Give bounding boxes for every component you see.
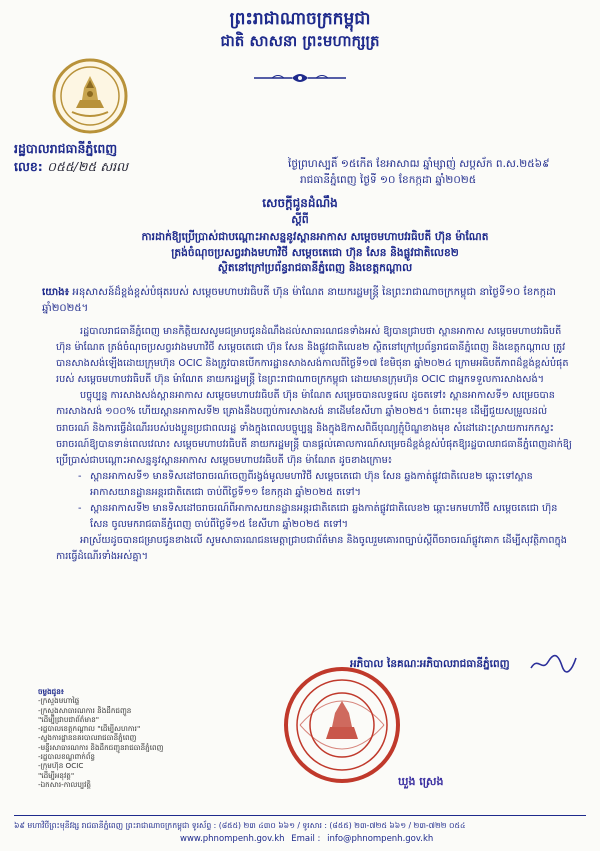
signature-mark-icon <box>528 652 578 674</box>
footer-divider <box>14 815 586 816</box>
reference-label: យោង៖ <box>42 287 70 298</box>
subject-line: ស្ថិតនៅក្រៅប្រព័ន្ធរាជធានីភ្នំពេញ និងខេត្តកណ្តាល <box>217 262 413 274</box>
subject-line: ត្រង់ចំណុចប្រសព្វរវាងមហាវិថី សម្តេចតេជោ ហ៊ុន សែន និងផ្លូវជាតិលេខ២ <box>171 246 459 259</box>
signatory-title: អភិបាល នៃគណៈអភិបាលរាជធានីភ្នំពេញ <box>350 658 510 670</box>
recipients-heading: ចម្លងជូន៖ <box>38 687 64 696</box>
reference-block <box>42 285 562 317</box>
official-stamp-icon <box>282 665 402 785</box>
recipient-item: -រដ្ឋបាលខណ្ឌពាក់ព័ន្ធ <box>38 752 95 762</box>
recipient-item: -មន្ទីរសាធារណការ និងដឹកជញ្ជូនរាជធានីភ្នំពេញ <box>38 742 164 752</box>
recipient-item: "ដើម្បីអនុវត្ត" <box>38 770 75 780</box>
list-item: - ស្ពានអាកាសទី១ មានទិសដៅចរាចរណ៍ចេញពីរង្វង់មូលមហាវិថី សម្តេចតេជោ ហ៊ុន សែន ឆ្លងកាត់ផ្លូវជាតិលេខ២ ឆ្ពោះទៅស្ពានអាកាសយានដ្ឋានអន្តរជាតិតេជោ ចាប់ពីថ្ងៃទី១១ ខែកក្កដា ឆ្នាំ២០២៥ តទៅ។ <box>78 469 574 501</box>
reference-number <box>14 159 128 178</box>
kingdom-heading: ព្រះរាជាណាចក្រកម្ពុជា <box>229 9 371 29</box>
footer-address: ៦៩ មហាវិថីព្រះមុនីវង្ស រាជធានីភ្នំពេញ ព្រះរាជាណាចក្រកម្ពុជា ទូរស័ព្ទ : (៨៥៥) ២៣ ៤៣០ ៦៦១ / ទូរសារ : (៨៥៥) ២៣-៧២៥ ៦៦១ / ២៣-៧២២ ០៥៤ <box>14 821 466 830</box>
subject-heading <box>80 230 550 277</box>
recipient-item: -ក្រុមហ៊ុន OCIC <box>38 761 84 771</box>
ornament-divider-icon <box>252 70 348 86</box>
ref-number-label: លេខ: <box>14 159 43 174</box>
recipient-item: -ក្រសួងសាធារណការ និងដឹកជញ្ជូន <box>38 705 132 715</box>
recipient-item: "ដើម្បីជ្រាបជាព័ត៌មាន" <box>38 714 100 724</box>
motto-heading: ជាតិ សាសនា ព្រះមហាក្សត្រ <box>220 32 380 50</box>
list-item: - ស្ពានអាកាសទី២ មានទិសដៅចរាចរណ៍ពីអាកាសយានដ្ឋានអន្តរជាតិតេជោ ឆ្លងកាត់ផ្លូវជាតិលេខ២ ឆ្ពោះមកមហាវិថី សម្តេចតេជោ ហ៊ុន សែន ចូលមករាជធានីភ្នំពេញ ចាប់ពីថ្ងៃទី១៥ ខែសីហា ឆ្នាំ២០២៥ តទៅ។ <box>78 501 574 533</box>
city-seal-icon <box>52 58 128 134</box>
about-label: ស្តីពី <box>291 213 309 226</box>
solar-date: រាជធានីភ្នំពេញ ថ្ងៃទី ១០ ខែកក្កដា ឆ្នាំ២០២៥ <box>300 174 477 186</box>
document-type-title: សេចក្តីជូនដំណឹង <box>262 196 338 210</box>
recipient-item: -ស្នងការដ្ឋាននគរបាលរាជធានីភ្នំពេញ <box>38 733 137 743</box>
website-link[interactable]: www.phnompenh.gov.kh <box>180 834 285 844</box>
recipient-item: -ឯកសារ-កាលប្បវត្តិ <box>38 779 91 789</box>
signatory-name: ឃួង ស្រេង <box>398 775 444 788</box>
recipients-list <box>38 687 238 789</box>
reference-text: អនុសាសន៍ដ៏ខ្ពង់ខ្ពស់បំផុតរបស់ សម្តេចមហាបវរធិបតី ហ៊ុន ម៉ាណែត នាយករដ្ឋមន្ត្រី នៃព្រះរាជាណាចក្រកម្ពុជា នាថ្ងៃទី១០ ខែកក្កដា ឆ្នាំ២០២៥។ <box>42 287 556 314</box>
subject-line: ការដាក់ឱ្យប្រើប្រាស់ជាបណ្តោះអាសន្ននូវស្ពានអាកាស សម្តេចមហាបវរធិបតី ហ៊ុន ម៉ាណែត <box>141 231 489 243</box>
notice-body <box>56 324 574 565</box>
email-label: Email : <box>291 834 321 844</box>
body-paragraph: បច្ចុប្បន្ន ការសាងសង់ស្ពានអាកាស សម្តេចមហាបវរធិបតី ហ៊ុន ម៉ាណែត សម្រេចបានលទ្ធផល ដូចតទៅ៖ ស្ពានអាកាសទី១ សម្រេចបានការសាងសង់ ១០០% ហើយស្ពានអាកាសទី២ គ្រោងនឹងបញ្ចប់ការសាងសង់ នាដើមខែសីហា ឆ្នាំ២០២៥។ ចំពោះមុខ ដើម្បីជួយសម្រួលដល់ចរាចរណ៍ និងការធ្វើដំណើររបស់បងប្អូនប្រជាពលរដ្ឋ ទាំងក្នុងពេលបច្ចុប្បន្ន និងក្នុងឱកាសពិធីបុណ្យភ្ជុំបិណ្ឌខាងមុខ សំដៅដោះស្រាយការកកស្ទះចរាចរណ៍ឱ្យបានទាន់ពេលវេលា៖ សម្តេចមហាបវរធិបតី នាយករដ្ឋមន្ត្រី បានផ្តល់គោលការណ៍សម្រេចដ៏ខ្ពង់ខ្ពស់បំផុតឱ្យរដ្ឋបាលរាជធានីភ្នំពេញដាក់ឱ្យប្រើប្រាស់ជាបណ្តោះអាសន្ននូវស្ពានអាកាស សម្តេចមហាបវរធិបតី ហ៊ុន ម៉ាណែត ដូចខាងក្រោម៖ <box>56 390 572 466</box>
body-paragraph: រដ្ឋបាលរាជធានីភ្នំពេញ មានកិត្តិយសសូមជម្រាបជូនដំណឹងដល់សាធារណជនទាំងអស់ ឱ្យបានជ្រាបថា ស្ពានអាកាស សម្តេចមហាបវរធិបតី ហ៊ុន ម៉ាណែត ត្រង់ចំណុចប្រសព្វរវាងមហាវិថី សម្តេចតេជោ ហ៊ុន សែន និងផ្លូវជាតិលេខ២ ស្ថិតនៅក្រៅប្រព័ន្ធរាជធានីភ្នំពេញ និងខេត្តកណ្តាល ត្រូវបានសាងសង់ឡើងដោយក្រុមហ៊ុន OCIC និងត្រូវបានបើកការដ្ឋានសាងសង់កាលពីថ្ងៃទី១៧ ខែមិថុនា ឆ្នាំ២០២៤ ក្រោមអធិបតីភាពដ៏ខ្ពង់ខ្ពស់បំផុតរបស់ សម្តេចមហាបវរធិបតី ហ៊ុន ម៉ាណែត នាយករដ្ឋមន្ត្រី នៃព្រះរាជាណាចក្រកម្ពុជា ដោយមានក្រុមហ៊ុន OCIC ជាអ្នកទទួលការសាងសង់។ <box>56 326 569 386</box>
office-name: រដ្ឋបាលរាជធានីភ្នំពេញ <box>14 141 118 156</box>
recipient-item: -រដ្ឋបាលខេត្តកណ្តាល "ដើម្បីសហការ" <box>38 724 141 734</box>
ref-number-value: ០៥៥/២៥ សរល <box>47 159 128 174</box>
bridge-list <box>78 469 574 533</box>
footer-contact <box>180 834 437 844</box>
closing-paragraph: អាស្រ័យដូចបានជម្រាបជូនខាងលើ សូមសាធារណជនមេត្តាជ្រាបជាព័ត៌មាន និងចូលរួមគោរពច្បាប់ស្តីពីចរាចរណ៍ផ្លូវគោក ដើម្បីសុវត្ថិភាពក្នុងការធ្វើដំណើរទាំងអស់គ្នា។ <box>56 535 567 563</box>
email-link[interactable]: info@phnompenh.gov.kh <box>327 834 434 844</box>
recipient-item: -ក្រសួងមហាផ្ទៃ <box>38 696 80 706</box>
lunar-date: ថ្ងៃព្រហស្បតិ៍ ១៥កើត ខែអាសាឍ ឆ្នាំម្សាញ់ សប្តស័ក ព.ស.២៥៦៩ <box>288 158 550 170</box>
